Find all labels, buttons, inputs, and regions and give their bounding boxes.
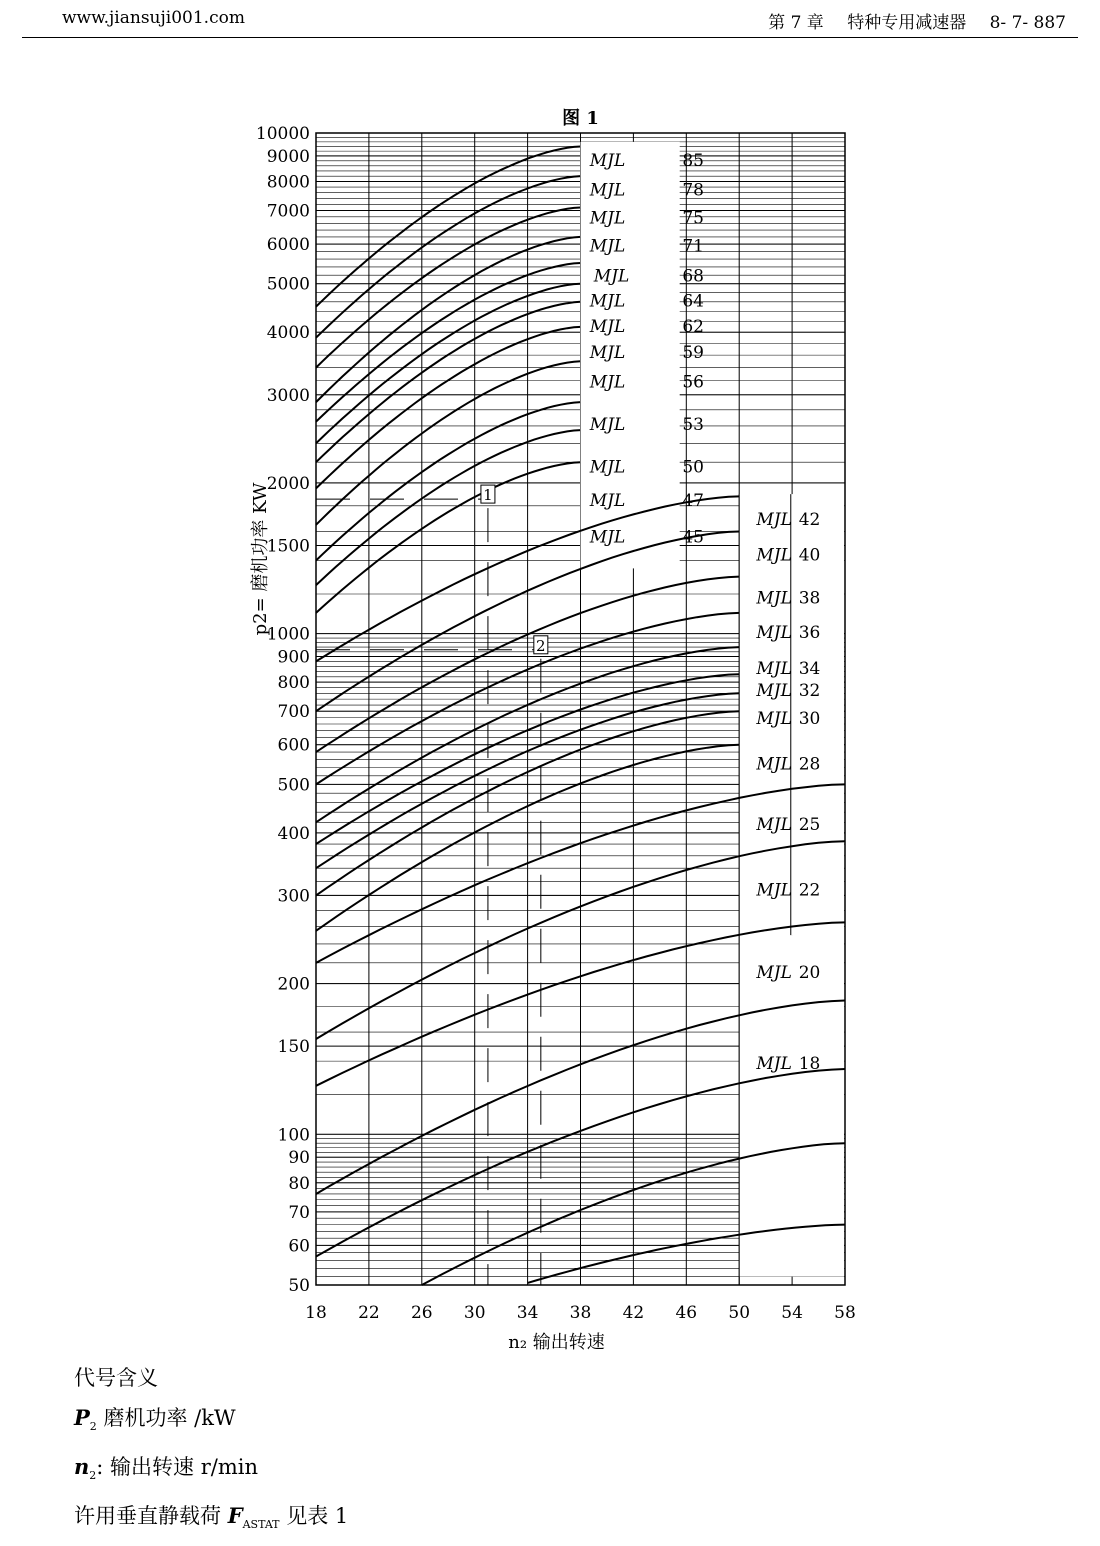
y-tick-label: 150 bbox=[277, 1037, 310, 1058]
y-tick-label: 200 bbox=[277, 974, 310, 995]
x-tick-label: 42 bbox=[622, 1303, 645, 1323]
series-label-number: 50 bbox=[682, 457, 704, 478]
y-axis-label: p2= 磨机功率 KW bbox=[250, 482, 271, 636]
x-tick-label: 38 bbox=[569, 1303, 592, 1323]
series-label-prefix: MJL bbox=[593, 266, 630, 287]
chart-title: 图 1 bbox=[562, 108, 599, 129]
section-label: 特种专用减速器 bbox=[847, 13, 967, 33]
n2-symbol: n bbox=[74, 1454, 90, 1480]
y-tick-label: 80 bbox=[288, 1173, 310, 1194]
series-label-prefix: MJL bbox=[589, 415, 626, 436]
y-tick-label: 700 bbox=[277, 702, 310, 723]
y-tick-label: 900 bbox=[277, 647, 310, 668]
p2-symbol: P bbox=[74, 1405, 90, 1430]
series-label-prefix: MJL bbox=[756, 880, 792, 901]
series-label-prefix: MJL bbox=[589, 457, 626, 478]
legend-p2 bbox=[74, 1398, 348, 1447]
series-label-number: 62 bbox=[682, 317, 704, 338]
series-label-number: 30 bbox=[798, 708, 821, 729]
series-label-prefix: MJL bbox=[756, 509, 792, 530]
series-label-prefix: MJL bbox=[756, 1054, 792, 1075]
y-tick-label: 300 bbox=[277, 886, 310, 907]
chart-annotations bbox=[316, 485, 548, 1285]
series-label-prefix: MJL bbox=[756, 623, 792, 644]
p2-subscript: 2 bbox=[89, 1420, 97, 1434]
series-label-number: 22 bbox=[798, 880, 821, 901]
y-tick-label: 800 bbox=[277, 673, 310, 694]
y-tick-label: 500 bbox=[277, 775, 310, 796]
series-label-prefix: MJL bbox=[589, 208, 626, 229]
x-tick-label: 34 bbox=[516, 1303, 539, 1323]
x-axis-label: n₂ 输出转速 bbox=[508, 1332, 605, 1350]
series-label-prefix: MJL bbox=[589, 317, 626, 338]
series-label-prefix: MJL bbox=[756, 659, 792, 680]
x-tick-label: 26 bbox=[410, 1303, 433, 1323]
series-label-number: 20 bbox=[798, 963, 821, 984]
p2-description: 磨机功率 /kW bbox=[96, 1406, 236, 1430]
series-label-number: 53 bbox=[682, 415, 704, 436]
series-label-number: 28 bbox=[798, 754, 821, 775]
x-tick-label: 18 bbox=[305, 1303, 327, 1323]
series-label-number: 34 bbox=[798, 659, 821, 680]
y-tick-label: 4000 bbox=[266, 323, 310, 344]
y-tick-label: 1000 bbox=[266, 624, 310, 645]
series-label-number: 40 bbox=[798, 545, 821, 566]
y-tick-label: 7000 bbox=[266, 201, 310, 222]
y-tick-label: 50 bbox=[288, 1276, 310, 1296]
series-line bbox=[316, 147, 581, 307]
series-label-number: 75 bbox=[682, 208, 704, 229]
series-label-prefix: MJL bbox=[756, 708, 792, 729]
y-tick-label: 9000 bbox=[266, 146, 310, 167]
y-tick-label: 1500 bbox=[266, 536, 310, 557]
load-subscript: ASTAT bbox=[242, 1518, 280, 1532]
series-label-prefix: MJL bbox=[756, 545, 792, 566]
annotation-label: 2 bbox=[536, 636, 546, 655]
series-label-prefix: MJL bbox=[589, 236, 626, 257]
load-suffix: 见表 1 bbox=[279, 1504, 349, 1529]
legend-load bbox=[74, 1496, 348, 1545]
series-line bbox=[316, 237, 581, 402]
series-label-number: 38 bbox=[798, 588, 821, 609]
n2-subscript: 2 bbox=[89, 1469, 97, 1483]
legend-n2 bbox=[74, 1447, 348, 1496]
series-label-prefix: MJL bbox=[589, 372, 626, 393]
load-symbol: F bbox=[227, 1503, 243, 1529]
series-line bbox=[316, 462, 581, 613]
y-tick-label: 400 bbox=[277, 823, 310, 844]
series-label-prefix: MJL bbox=[756, 815, 792, 836]
x-tick-label: 46 bbox=[675, 1303, 698, 1323]
series-label-number: 85 bbox=[682, 150, 704, 171]
series-label-number: 18 bbox=[798, 1054, 821, 1075]
x-tick-label: 58 bbox=[834, 1303, 856, 1323]
y-tick-label: 8000 bbox=[266, 172, 310, 193]
series-label-prefix: MJL bbox=[589, 150, 626, 171]
n2-description: : 输出转速 r/min bbox=[96, 1455, 258, 1480]
series-label-prefix: MJL bbox=[589, 180, 626, 201]
series-label-prefix: MJL bbox=[756, 754, 792, 775]
y-tick-label: 100 bbox=[277, 1125, 310, 1146]
series-label-number: 36 bbox=[798, 623, 821, 644]
y-tick-label: 600 bbox=[277, 735, 310, 756]
y-tick-label: 6000 bbox=[266, 235, 310, 256]
series-label-prefix: MJL bbox=[589, 490, 626, 511]
series-label-number: 71 bbox=[682, 236, 704, 257]
y-tick-label: 10000 bbox=[255, 124, 310, 144]
annotation-label: 1 bbox=[483, 486, 493, 505]
y-tick-label: 90 bbox=[288, 1148, 310, 1169]
y-tick-label: 2000 bbox=[266, 473, 310, 494]
x-tick-label: 30 bbox=[463, 1303, 486, 1323]
series-label-number: 56 bbox=[682, 372, 704, 393]
series-label-number: 78 bbox=[682, 180, 704, 201]
y-tick-label: 70 bbox=[288, 1202, 310, 1223]
symbol-legend bbox=[74, 1358, 348, 1546]
x-tick-label: 54 bbox=[781, 1303, 803, 1323]
y-tick-label: 5000 bbox=[266, 274, 310, 295]
series-label-prefix: MJL bbox=[589, 343, 626, 364]
legend-title: 代号含义 bbox=[74, 1366, 158, 1390]
series-line bbox=[316, 263, 581, 422]
series-label-number: 68 bbox=[682, 266, 704, 287]
series-label-prefix: MJL bbox=[756, 681, 792, 702]
series-label-number: 47 bbox=[682, 490, 704, 511]
y-tick-label: 60 bbox=[288, 1236, 310, 1257]
series-label-prefix: MJL bbox=[756, 588, 792, 609]
x-tick-label: 50 bbox=[728, 1303, 751, 1323]
series-label-number: 25 bbox=[798, 815, 821, 836]
series-label-prefix: MJL bbox=[589, 291, 626, 312]
series-label-number: 64 bbox=[682, 291, 704, 312]
series-label-number: 59 bbox=[682, 343, 704, 364]
series-label-number: 45 bbox=[682, 527, 704, 548]
load-prefix: 许用垂直静载荷 bbox=[74, 1504, 228, 1529]
x-tick-label: 22 bbox=[358, 1303, 380, 1323]
page-number: 8- 7- 887 bbox=[989, 13, 1066, 33]
y-tick-label: 3000 bbox=[266, 385, 310, 406]
site-url[interactable]: www.jiansuji001.com bbox=[62, 8, 245, 28]
chapter-label: 第 7 章 bbox=[768, 13, 824, 33]
series-label-prefix: MJL bbox=[589, 527, 626, 548]
series-label-number: 32 bbox=[798, 681, 821, 702]
series-label-prefix: MJL bbox=[756, 963, 792, 984]
series-label-number: 42 bbox=[798, 509, 821, 530]
